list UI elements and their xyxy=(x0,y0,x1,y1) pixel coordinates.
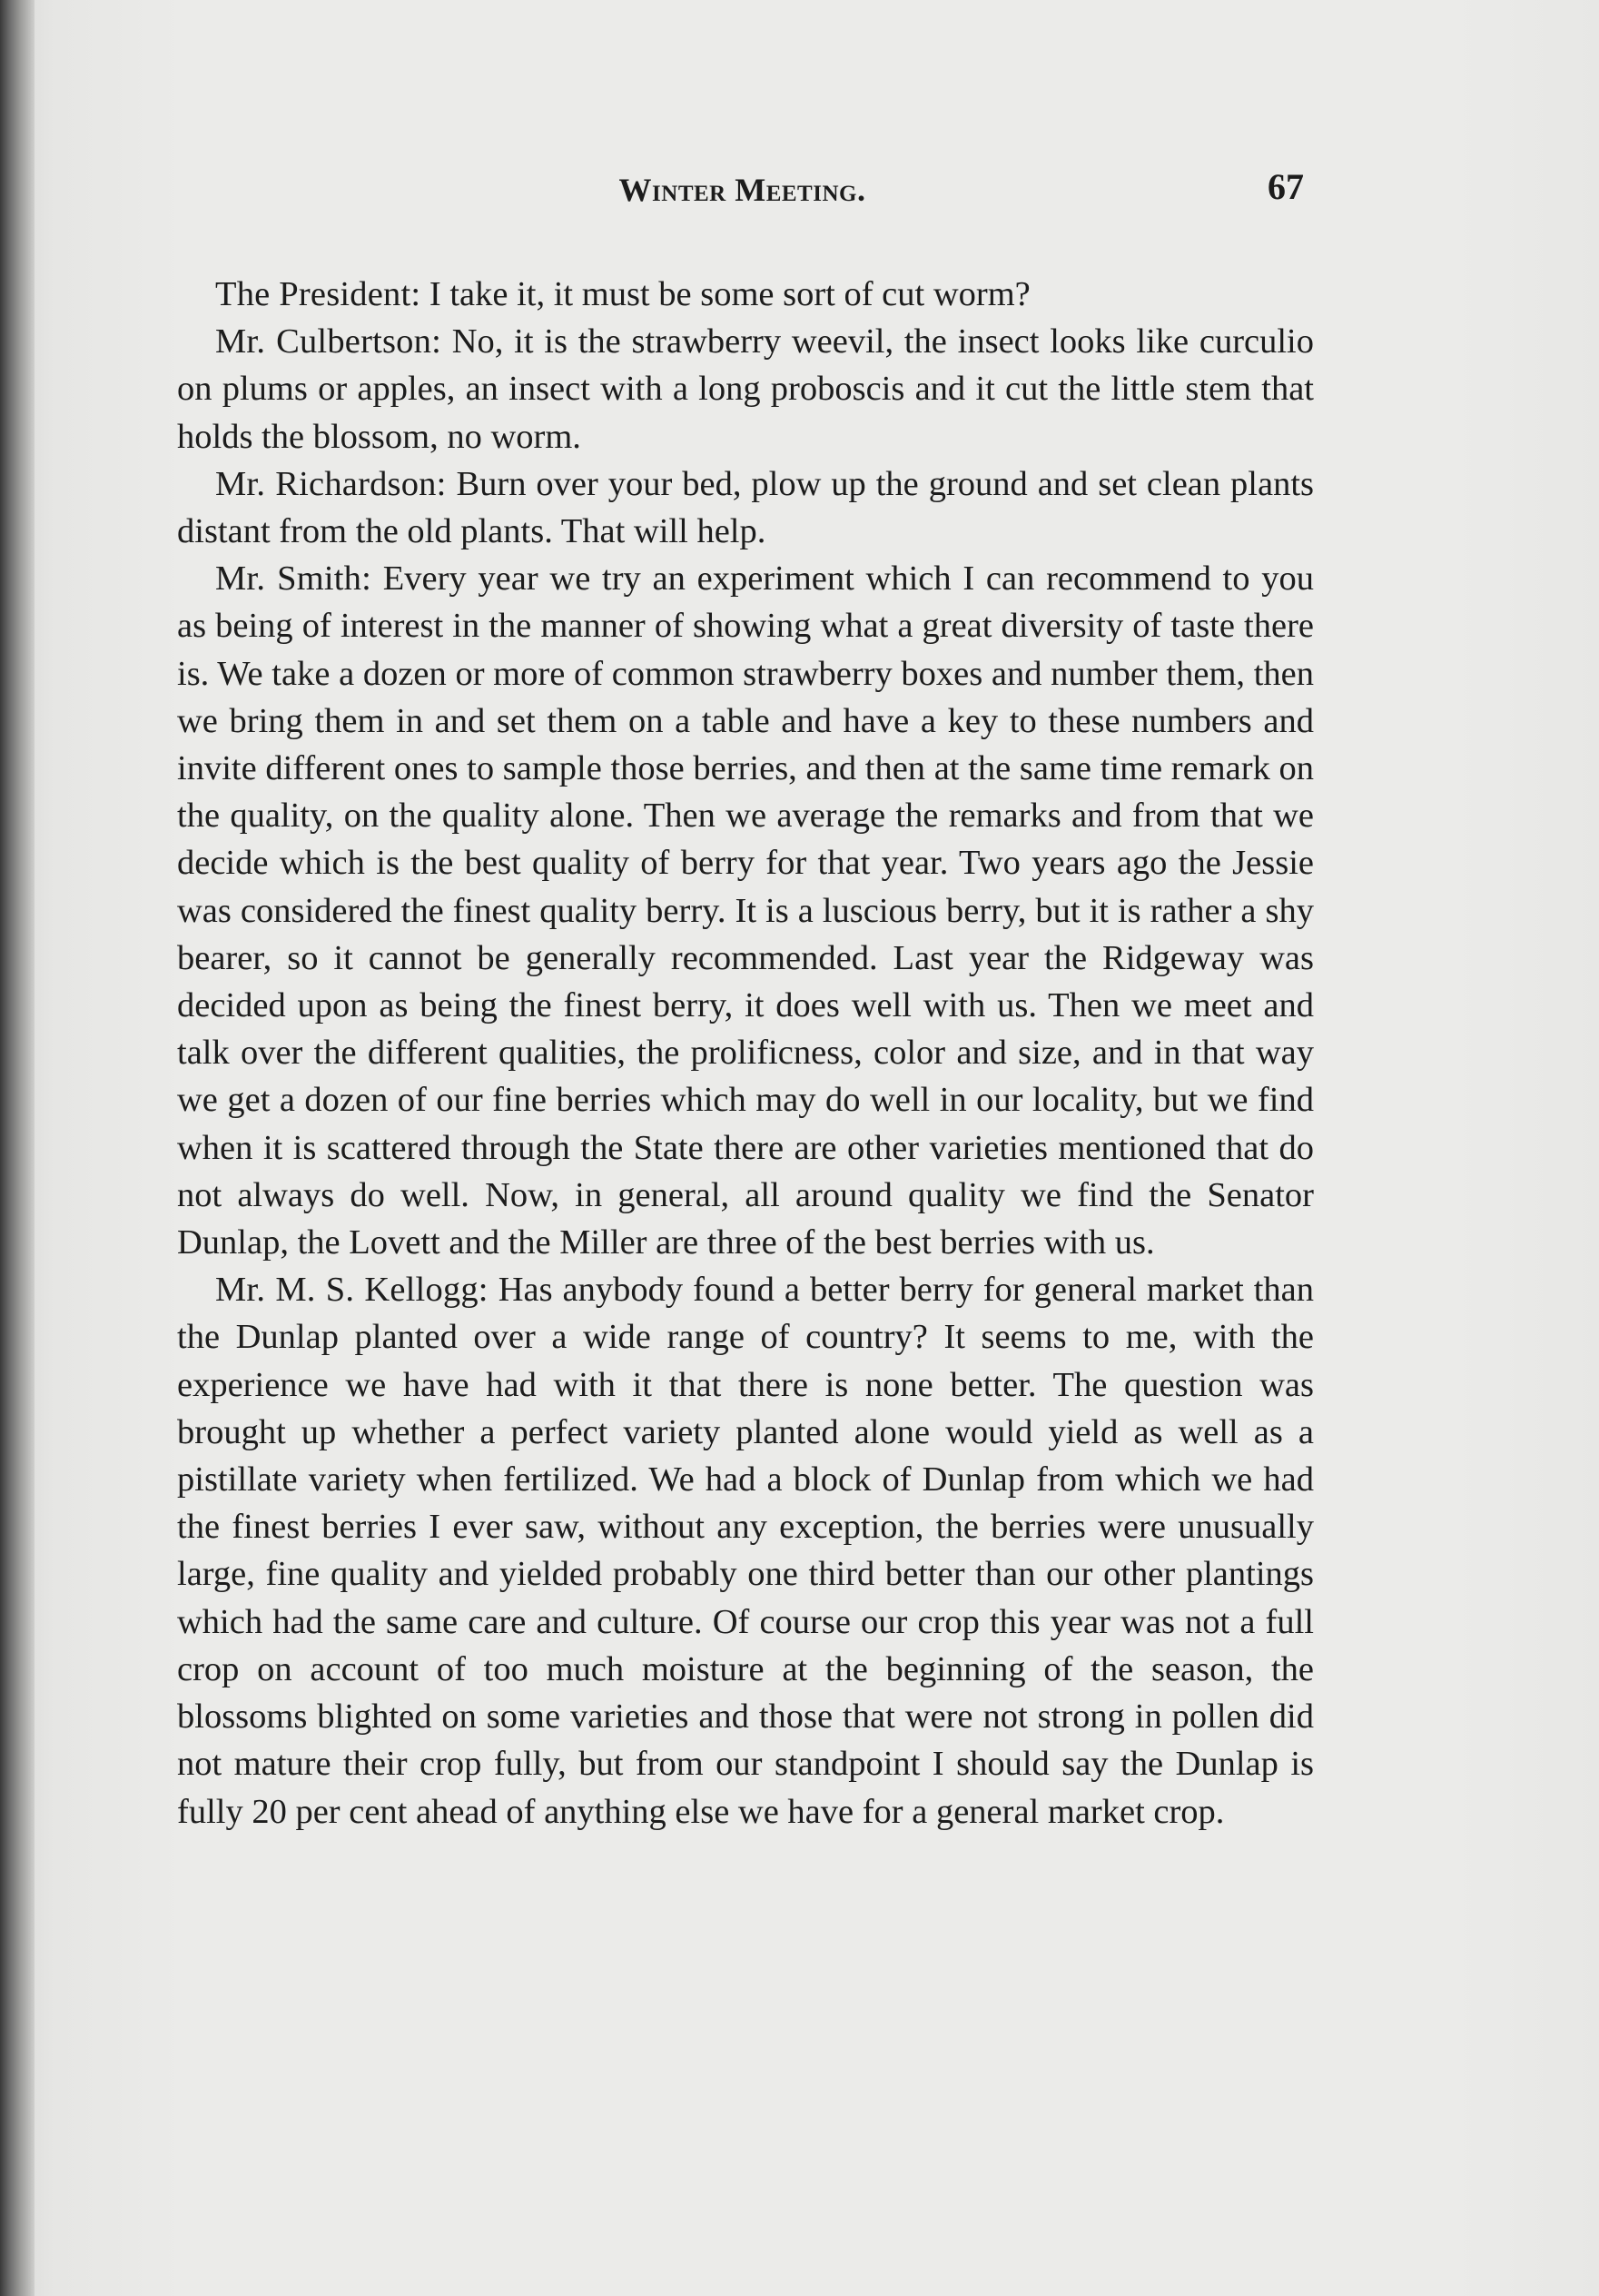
paragraph-smith xyxy=(177,555,1314,1266)
paragraph-culbertson xyxy=(177,318,1314,460)
paragraph-text: Has anybody found a better berry for general market than the Dunlap planted over a wide range of country? It seems to me, with the experience we have had with it that there is none better. The question was brought up whether a perfect variety planted alone would yield as well as a pistillate variety when fertilized. We had a block of Dunlap from which we had the finest berries I ever saw, without any exception, the berries were unusually large, fine quality and yielded probably one third better than our other plantings which had the same care and culture. Of course our crop this year was not a full crop on account of too much moisture at the beginning of the season, the blossoms blighted on some varieties and those that were not strong in pollen did not mature their crop fully, but from our standpoint I should say the Dunlap is fully 20 per cent ahead of anything else we have for a general market crop. xyxy=(177,1271,1315,1831)
paragraph-president xyxy=(177,271,1314,318)
speaker-name: The President: xyxy=(215,275,421,313)
speaker-name: Mr. Culbertson: xyxy=(215,322,441,361)
paragraph-kellogg xyxy=(177,1266,1314,1835)
paragraph-richardson xyxy=(177,460,1314,555)
speaker-name: Mr. M. S. Kellogg: xyxy=(215,1271,489,1310)
paragraph-text: I take it, it must be some sort of cut worm? xyxy=(429,275,1031,313)
binding-edge-shadow xyxy=(0,0,35,2296)
running-head: Winter Meeting. xyxy=(618,172,866,208)
speaker-name: Mr. Richardson: xyxy=(215,464,447,503)
page-number: 67 xyxy=(1268,166,1304,207)
speaker-name: Mr. Smith: xyxy=(215,559,371,599)
paragraph-text: Every year we try an experiment which I can recommend to you as being of interest in the manner of showing what a great diversity of taste there is. We take a dozen or more of common strawberry boxes and number them, then we bring them in and set them on a table and have a key to these numbers and invite different ones to sample those berries, and then at the same time remark on the quality, on the quality alone. Then we average the remarks and from that we decide which is the best quality of berry for that year. Two years ago the Jessie was considered the finest quality berry. It is a luscious berry, but it is rather a shy bearer, so it cannot be generally recommended. Last year the Ridgeway was decided upon as being the finest berry, it does well with us. Then we meet and talk over the different qualities, the prolificness, color and size, and in that way we get a dozen of our fine berries which may do well in our locality, but we find when it is scattered through the State there are other varieties mentioned that do not always do well. Now, in general, all around quality we find the Senator Dunlap, the Lovett and the Miller are three of the best berries with us. xyxy=(177,559,1314,1262)
body-text xyxy=(177,271,1314,1836)
paragraph-text: Burn over your bed, plow up the ground and set clean plants distant from the old plants. That will help. xyxy=(177,464,1315,551)
paragraph-text: No, it is the strawberry weevil, the insect looks like curculio on plums or apples, an insect with a long proboscis and it cut the little stem that holds the blossom, no worm. xyxy=(177,322,1314,456)
page-header xyxy=(177,165,1308,220)
